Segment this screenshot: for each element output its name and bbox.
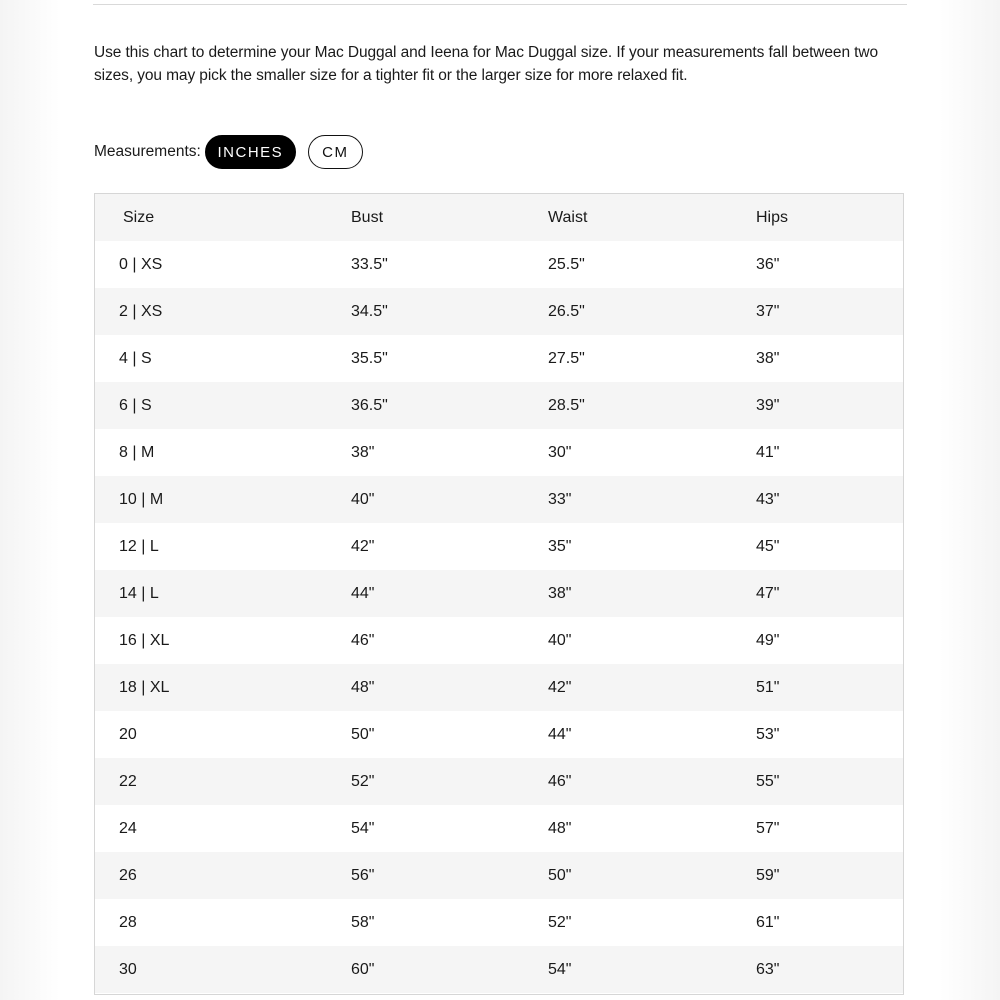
size-cell: 22 [119,772,137,790]
bust-cell: 40" [351,490,375,508]
waist-cell: 35" [548,537,572,555]
column-header-hips: Hips [756,208,789,226]
hips-cell: 38" [756,349,780,367]
hips-cell: 55" [756,772,780,790]
hips-cell: 63" [756,960,780,978]
table-row [95,382,903,429]
table-row [95,664,903,711]
table-row [95,523,903,570]
size-cell: 18 | XL [119,678,170,696]
waist-cell: 30" [548,443,572,461]
hips-cell: 53" [756,725,780,743]
page-edge-shade-right [940,0,1000,1000]
hips-cell: 51" [756,678,780,696]
bust-cell: 52" [351,772,375,790]
size-cell: 30 [119,960,137,978]
table-row [95,711,903,758]
size-cell: 28 [119,913,137,931]
measurements-label: Measurements: [94,143,201,160]
size-cell: 0 | XS [119,255,163,273]
column-header-size: Size [123,208,155,226]
column-header-waist: Waist [548,208,588,226]
bust-cell: 36.5" [351,396,388,414]
table-row [95,570,903,617]
waist-cell: 25.5" [548,255,585,273]
table-row [95,852,903,899]
table-row [95,899,903,946]
hips-cell: 59" [756,866,780,884]
size-cell: 2 | XS [119,302,163,320]
bust-cell: 54" [351,819,375,837]
size-cell: 8 | M [119,443,155,461]
bust-cell: 33.5" [351,255,388,273]
waist-cell: 27.5" [548,349,585,367]
waist-cell: 54" [548,960,572,978]
top-divider [93,4,907,5]
waist-cell: 28.5" [548,396,585,414]
table-row [95,476,903,523]
hips-cell: 37" [756,302,780,320]
inches-toggle-button[interactable]: INCHES [205,135,296,169]
size-chart-table [95,194,903,993]
hips-cell: 45" [756,537,780,555]
hips-cell: 36" [756,255,780,273]
hips-cell: 47" [756,584,780,602]
waist-cell: 48" [548,819,572,837]
waist-cell: 38" [548,584,572,602]
size-cell: 26 [119,866,137,884]
waist-cell: 50" [548,866,572,884]
bust-cell: 60" [351,960,375,978]
table-row [95,335,903,382]
size-cell: 10 | M [119,490,164,508]
hips-cell: 41" [756,443,780,461]
hips-cell: 39" [756,396,780,414]
table-row [95,241,903,288]
waist-cell: 33" [548,490,572,508]
bust-cell: 58" [351,913,375,931]
waist-cell: 26.5" [548,302,585,320]
page-edge-shade-left [0,0,60,1000]
bust-cell: 46" [351,631,375,649]
size-cell: 16 | XL [119,631,170,649]
hips-cell: 61" [756,913,780,931]
size-cell: 20 [119,725,137,743]
size-cell: 14 | L [119,584,159,602]
bust-cell: 48" [351,678,375,696]
table-row [95,617,903,664]
size-chart-intro: Use this chart to determine your Mac Duggal and Ieena for Mac Duggal size. If your measurements fall between two sizes, you may pick the smaller size for a tighter fit or the larger size for more relaxed fit. [94,44,878,84]
bust-cell: 50" [351,725,375,743]
table-row [95,429,903,476]
table-header-row [95,194,903,241]
bust-cell: 56" [351,866,375,884]
table-row [95,758,903,805]
bust-cell: 42" [351,537,375,555]
size-chart-table-container [94,193,904,995]
table-row [95,805,903,852]
waist-cell: 52" [548,913,572,931]
waist-cell: 44" [548,725,572,743]
table-row [95,288,903,335]
hips-cell: 49" [756,631,780,649]
bust-cell: 44" [351,584,375,602]
cm-toggle-button[interactable]: CM [308,135,363,169]
table-row [95,946,903,993]
bust-cell: 34.5" [351,302,388,320]
size-cell: 24 [119,819,137,837]
bust-cell: 38" [351,443,375,461]
size-cell: 12 | L [119,537,159,555]
hips-cell: 57" [756,819,780,837]
column-header-bust: Bust [351,208,384,226]
size-cell: 4 | S [119,349,152,367]
waist-cell: 42" [548,678,572,696]
waist-cell: 40" [548,631,572,649]
size-cell: 6 | S [119,396,152,414]
bust-cell: 35.5" [351,349,388,367]
hips-cell: 43" [756,490,780,508]
size-chart-body [95,241,903,993]
measurement-unit-selector [94,133,363,171]
waist-cell: 46" [548,772,572,790]
